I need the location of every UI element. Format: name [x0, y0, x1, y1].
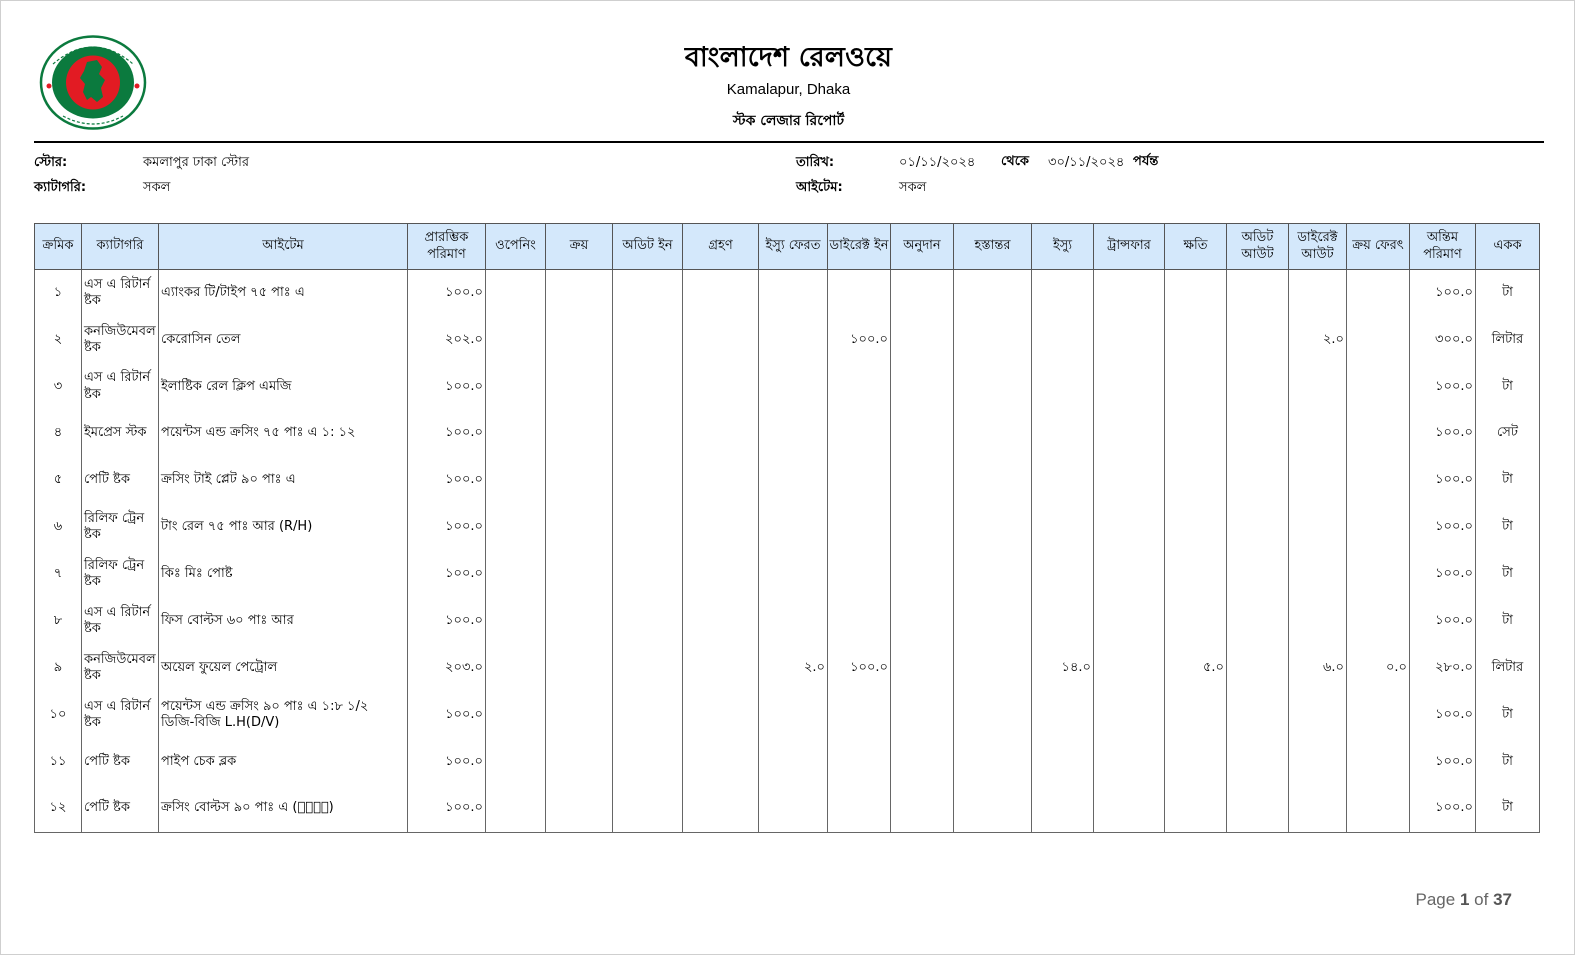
table-cell	[613, 785, 683, 832]
table-cell: ৪	[35, 410, 82, 457]
table-cell	[613, 316, 683, 363]
table-cell	[1227, 410, 1289, 457]
table-cell	[486, 598, 546, 645]
table-cell: লিটার	[1476, 316, 1540, 363]
table-cell: ১০০.০	[1410, 504, 1476, 551]
table-cell: টাং রেল ৭৫ পাঃ আর (R/H)	[159, 504, 408, 551]
table-cell	[1094, 645, 1165, 692]
table-header-row	[35, 224, 1540, 270]
table-cell: ৯	[35, 645, 82, 692]
table-cell	[1032, 363, 1094, 410]
organization-location: Kamalapur, Dhaka	[726, 81, 851, 98]
table-cell: ১০০.০	[1410, 692, 1476, 739]
table-cell: কনজিউমেবল ষ্টক	[82, 645, 159, 692]
table-cell	[1165, 598, 1227, 645]
table-cell	[1227, 738, 1289, 785]
table-cell	[1289, 598, 1347, 645]
table-cell	[1347, 598, 1410, 645]
column-header: অন্তিম পরিমাণ	[1410, 224, 1476, 270]
table-cell	[546, 738, 613, 785]
table-cell	[486, 504, 546, 551]
table-cell	[759, 598, 828, 645]
table-cell	[613, 504, 683, 551]
stock-ledger-table	[34, 223, 1540, 833]
table-cell: পয়েন্টস এন্ড ক্রসিং ৯০ পাঃ এ ১:৮ ১/২ ডিজি-বিজি L.H(D/V)	[159, 692, 408, 739]
column-header: আইটেম	[159, 224, 408, 270]
date-label: তারিখ:	[796, 155, 835, 170]
page-current: 1	[1459, 890, 1470, 909]
table-cell	[1227, 645, 1289, 692]
page-prefix: Page	[1415, 890, 1456, 909]
table-cell: ৬.০	[1289, 645, 1347, 692]
table-cell	[1094, 410, 1165, 457]
table-cell: রিলিফ ট্রেন ষ্টক	[82, 551, 159, 598]
table-cell	[891, 410, 954, 457]
table-cell	[1094, 316, 1165, 363]
table-cell: পয়েন্টস এন্ড ক্রসিং ৭৫ পাঃ এ ১: ১২	[159, 410, 408, 457]
column-header: একক	[1476, 224, 1540, 270]
column-header: ওপেনিং	[486, 224, 546, 270]
table-cell	[613, 363, 683, 410]
table-cell	[828, 738, 891, 785]
header-divider	[34, 141, 1544, 143]
table-cell	[891, 692, 954, 739]
table-cell	[759, 785, 828, 832]
table-cell: এ্যাংকর টি/টাইপ ৭৫ পাঃ এ	[159, 270, 408, 317]
table-cell: পেটি ষ্টক	[82, 457, 159, 504]
item-label: আইটেম:	[796, 180, 843, 195]
column-header: ক্রমিক	[35, 224, 82, 270]
table-cell	[1165, 692, 1227, 739]
table-cell: টা	[1476, 738, 1540, 785]
table-cell: টা	[1476, 363, 1540, 410]
table-cell	[486, 785, 546, 832]
table-cell	[683, 316, 759, 363]
table-cell	[954, 692, 1032, 739]
table-cell	[759, 692, 828, 739]
table-cell: কেরোসিন তেল	[159, 316, 408, 363]
table-cell	[1032, 785, 1094, 832]
table-cell	[1227, 785, 1289, 832]
table-cell	[1289, 457, 1347, 504]
table-row	[35, 551, 1540, 598]
table-cell	[759, 316, 828, 363]
table-cell: এস এ রিটার্ন ষ্টক	[82, 598, 159, 645]
table-cell: কিঃ মিঃ পোষ্ট	[159, 551, 408, 598]
table-cell	[1227, 504, 1289, 551]
table-cell	[954, 457, 1032, 504]
table-cell	[1347, 410, 1410, 457]
table-cell: ১০০.০	[1410, 551, 1476, 598]
table-cell	[1347, 457, 1410, 504]
table-cell	[683, 504, 759, 551]
table-cell: ১১	[35, 738, 82, 785]
table-cell: ১০০.০	[408, 270, 486, 317]
table-cell: ০.০	[1347, 645, 1410, 692]
column-header: ক্রয়	[546, 224, 613, 270]
table-cell	[1289, 504, 1347, 551]
table-row	[35, 645, 1540, 692]
table-row	[35, 270, 1540, 317]
table-cell	[683, 738, 759, 785]
table-cell: টা	[1476, 551, 1540, 598]
table-cell	[828, 410, 891, 457]
table-cell	[1227, 316, 1289, 363]
table-cell	[1094, 270, 1165, 317]
table-cell	[828, 598, 891, 645]
table-cell	[1227, 551, 1289, 598]
table-cell	[546, 645, 613, 692]
table-cell	[1165, 363, 1227, 410]
table-cell: কনজিউমেবল ষ্টক	[82, 316, 159, 363]
table-cell	[486, 270, 546, 317]
column-header: অনুদান	[891, 224, 954, 270]
table-cell	[546, 270, 613, 317]
table-cell	[1289, 270, 1347, 317]
table-cell: ৭	[35, 551, 82, 598]
table-cell	[486, 551, 546, 598]
table-cell	[1032, 551, 1094, 598]
table-cell	[891, 457, 954, 504]
table-cell	[1347, 692, 1410, 739]
table-row	[35, 692, 1540, 739]
table-row	[35, 738, 1540, 785]
table-cell	[1094, 738, 1165, 785]
page-total: 37	[1493, 890, 1512, 909]
table-cell	[1347, 270, 1410, 317]
store-label: স্টোর:	[34, 155, 68, 170]
table-cell	[1032, 738, 1094, 785]
table-cell: ১	[35, 270, 82, 317]
table-cell	[759, 457, 828, 504]
table-cell: ৩০০.০	[1410, 316, 1476, 363]
category-label: ক্যাটাগরি:	[34, 180, 87, 195]
table-cell	[828, 551, 891, 598]
table-cell	[759, 410, 828, 457]
table-cell	[954, 316, 1032, 363]
table-cell: ১০০.০	[408, 551, 486, 598]
table-cell	[683, 363, 759, 410]
table-cell	[1032, 316, 1094, 363]
table-cell	[828, 270, 891, 317]
table-cell	[613, 410, 683, 457]
table-cell: ১০০.০	[408, 692, 486, 739]
table-cell	[759, 363, 828, 410]
table-row	[35, 363, 1540, 410]
table-cell	[891, 598, 954, 645]
table-cell	[1289, 692, 1347, 739]
table-cell: ১০০.০	[1410, 363, 1476, 410]
table-cell: ফিস বোল্টস ৬০ পাঃ আর	[159, 598, 408, 645]
table-cell	[828, 457, 891, 504]
table-cell: ২০৩.০	[408, 645, 486, 692]
table-cell	[891, 363, 954, 410]
table-cell: ১০০.০	[408, 363, 486, 410]
table-cell: লিটার	[1476, 645, 1540, 692]
table-cell	[1165, 316, 1227, 363]
table-cell: এস এ রিটার্ন ষ্টক	[82, 692, 159, 739]
table-cell	[1094, 692, 1165, 739]
table-cell	[1289, 363, 1347, 410]
table-cell: অয়েল ফুয়েল পেট্রোল	[159, 645, 408, 692]
table-cell: ১০০.০	[408, 410, 486, 457]
table-cell	[683, 457, 759, 504]
table-cell	[613, 457, 683, 504]
page-indicator	[1416, 890, 1512, 910]
table-cell	[891, 645, 954, 692]
column-header: অডিট ইন	[613, 224, 683, 270]
table-cell	[486, 316, 546, 363]
table-cell	[613, 645, 683, 692]
table-cell	[486, 645, 546, 692]
category-value: সকল	[143, 180, 171, 195]
table-cell	[954, 598, 1032, 645]
table-cell	[683, 785, 759, 832]
table-cell	[1165, 457, 1227, 504]
table-cell: ২.০	[759, 645, 828, 692]
table-cell	[828, 504, 891, 551]
table-row	[35, 504, 1540, 551]
table-cell: ১০০.০	[828, 316, 891, 363]
table-cell	[1227, 692, 1289, 739]
report-title: স্টক লেজার রিপোর্ট	[732, 113, 845, 129]
table-cell	[1032, 692, 1094, 739]
table-cell	[613, 270, 683, 317]
table-cell: এস এ রিটার্ন ষ্টক	[82, 270, 159, 317]
table-cell: টা	[1476, 598, 1540, 645]
table-cell	[683, 551, 759, 598]
table-cell	[1347, 785, 1410, 832]
table-cell: ১০	[35, 692, 82, 739]
organization-title: বাংলাদেশ রেলওয়ে	[684, 42, 893, 73]
table-cell: ৫.০	[1165, 645, 1227, 692]
date-to: ৩০/১১/২০২৪	[1048, 155, 1125, 170]
table-cell: পাইপ চেক ব্লক	[159, 738, 408, 785]
table-cell	[891, 738, 954, 785]
table-cell: ১০০.০	[1410, 410, 1476, 457]
table-cell: ১০০.০	[1410, 785, 1476, 832]
table-cell	[1227, 457, 1289, 504]
table-cell: ১০০.০	[408, 457, 486, 504]
column-header: প্রারম্ভিক পরিমাণ	[408, 224, 486, 270]
table-cell: ২.০	[1289, 316, 1347, 363]
date-to-word: পর্যন্ত	[1133, 154, 1159, 169]
table-row	[35, 598, 1540, 645]
table-cell: ১০০.০	[1410, 598, 1476, 645]
table-cell	[1227, 598, 1289, 645]
table-body	[35, 270, 1540, 833]
table-cell	[1094, 363, 1165, 410]
table-cell: ৩	[35, 363, 82, 410]
table-cell	[828, 785, 891, 832]
table-cell	[1289, 785, 1347, 832]
table-cell	[759, 504, 828, 551]
table-cell: ১০০.০	[828, 645, 891, 692]
table-cell	[1165, 504, 1227, 551]
table-cell	[546, 598, 613, 645]
table-cell	[1094, 551, 1165, 598]
table-cell	[683, 270, 759, 317]
table-cell	[613, 598, 683, 645]
column-header: গ্রহণ	[683, 224, 759, 270]
table-cell: রিলিফ ট্রেন ষ্টক	[82, 504, 159, 551]
table-row	[35, 457, 1540, 504]
table-cell	[1094, 504, 1165, 551]
table-row	[35, 410, 1540, 457]
table-cell	[759, 551, 828, 598]
table-cell: টা	[1476, 692, 1540, 739]
table-cell	[954, 504, 1032, 551]
table-cell	[1032, 598, 1094, 645]
table-cell	[891, 316, 954, 363]
table-cell	[613, 551, 683, 598]
table-cell	[891, 270, 954, 317]
item-value: সকল	[899, 180, 927, 195]
table-cell	[954, 551, 1032, 598]
table-cell	[1094, 785, 1165, 832]
table-cell	[1094, 598, 1165, 645]
column-header: ডাইরেক্ট আউট	[1289, 224, 1347, 270]
table-cell: ইলাষ্টিক রেল ক্লিপ এমজি	[159, 363, 408, 410]
table-row	[35, 316, 1540, 363]
table-cell	[954, 363, 1032, 410]
table-cell	[1227, 270, 1289, 317]
table-cell	[546, 785, 613, 832]
table-cell: ৮	[35, 598, 82, 645]
table-cell: ক্রসিং টাই প্লেট ৯০ পাঃ এ	[159, 457, 408, 504]
table-cell	[1347, 504, 1410, 551]
table-cell	[954, 738, 1032, 785]
table-cell	[891, 785, 954, 832]
table-cell: ১৪.০	[1032, 645, 1094, 692]
table-cell	[828, 363, 891, 410]
table-cell	[613, 738, 683, 785]
column-header: অডিট আউট	[1227, 224, 1289, 270]
table-cell	[759, 738, 828, 785]
table-cell: পেটি ষ্টক	[82, 785, 159, 832]
store-value: কমলাপুর ঢাকা স্টোর	[143, 155, 249, 170]
table-cell: ১০০.০	[408, 738, 486, 785]
table-cell	[1289, 410, 1347, 457]
date-from-word: থেকে	[1001, 154, 1030, 169]
table-cell	[1032, 504, 1094, 551]
column-header: ক্ষতি	[1165, 224, 1227, 270]
table-cell	[954, 785, 1032, 832]
column-header: ট্রান্সফার	[1094, 224, 1165, 270]
column-header: ইস্যু	[1032, 224, 1094, 270]
table-cell	[1032, 410, 1094, 457]
table-cell: ১০০.০	[408, 504, 486, 551]
table-cell: ৫	[35, 457, 82, 504]
column-header: ক্রয় ফেরৎ	[1347, 224, 1410, 270]
table-cell	[546, 410, 613, 457]
table-cell	[486, 692, 546, 739]
table-cell	[486, 457, 546, 504]
table-cell: ২	[35, 316, 82, 363]
date-from: ০১/১১/২০২৪	[899, 155, 976, 170]
table-cell	[891, 504, 954, 551]
table-cell	[828, 692, 891, 739]
table-cell	[546, 363, 613, 410]
table-cell: সেট	[1476, 410, 1540, 457]
table-cell	[683, 692, 759, 739]
table-cell	[683, 598, 759, 645]
column-header: ইস্যু ফেরত	[759, 224, 828, 270]
table-cell: এস এ রিটার্ন ষ্টক	[82, 363, 159, 410]
table-cell	[486, 363, 546, 410]
table-cell	[1289, 551, 1347, 598]
table-cell	[1165, 738, 1227, 785]
table-cell	[891, 551, 954, 598]
table-cell	[954, 410, 1032, 457]
table-cell: ১২	[35, 785, 82, 832]
table-cell	[1347, 363, 1410, 410]
table-cell	[1289, 738, 1347, 785]
table-cell	[1165, 785, 1227, 832]
table-cell	[954, 270, 1032, 317]
table-cell	[1165, 410, 1227, 457]
table-cell: ১০০.০	[1410, 457, 1476, 504]
column-header: ডাইরেক্ট ইন	[828, 224, 891, 270]
table-cell	[546, 504, 613, 551]
table-cell	[546, 692, 613, 739]
table-cell	[759, 270, 828, 317]
table-cell: টা	[1476, 504, 1540, 551]
table-cell	[1347, 738, 1410, 785]
table-cell	[546, 457, 613, 504]
column-header: হস্তান্তর	[954, 224, 1032, 270]
table-cell	[683, 410, 759, 457]
table-cell	[1165, 270, 1227, 317]
table-cell	[486, 738, 546, 785]
table-cell: ১০০.০	[1410, 738, 1476, 785]
page-of: of	[1474, 890, 1489, 909]
table-cell: ১০০.০	[408, 785, 486, 832]
table-cell	[1032, 457, 1094, 504]
table-cell: ক্রসিং বোল্টস ৯০ পাঃ এ (৮⃞১⃞)	[159, 785, 408, 832]
table-cell	[1032, 270, 1094, 317]
table-cell	[1347, 316, 1410, 363]
table-row	[35, 785, 1540, 832]
table-cell	[683, 645, 759, 692]
table-cell: ৬	[35, 504, 82, 551]
table-cell	[1347, 551, 1410, 598]
table-cell	[613, 692, 683, 739]
table-cell: পেটি ষ্টক	[82, 738, 159, 785]
table-cell: টা	[1476, 457, 1540, 504]
table-cell	[546, 316, 613, 363]
table-cell	[1094, 457, 1165, 504]
table-cell: ২০২.০	[408, 316, 486, 363]
table-cell	[1165, 551, 1227, 598]
table-cell: ২৮০.০	[1410, 645, 1476, 692]
table-cell	[546, 551, 613, 598]
table-cell: ১০০.০	[408, 598, 486, 645]
table-cell: ১০০.০	[1410, 270, 1476, 317]
table-cell: টা	[1476, 785, 1540, 832]
column-header: ক্যাটাগরি	[82, 224, 159, 270]
table-cell	[1227, 363, 1289, 410]
table-cell: ইমপ্রেস স্টক	[82, 410, 159, 457]
table-cell	[954, 645, 1032, 692]
table-cell	[486, 410, 546, 457]
table-cell: টা	[1476, 270, 1540, 317]
